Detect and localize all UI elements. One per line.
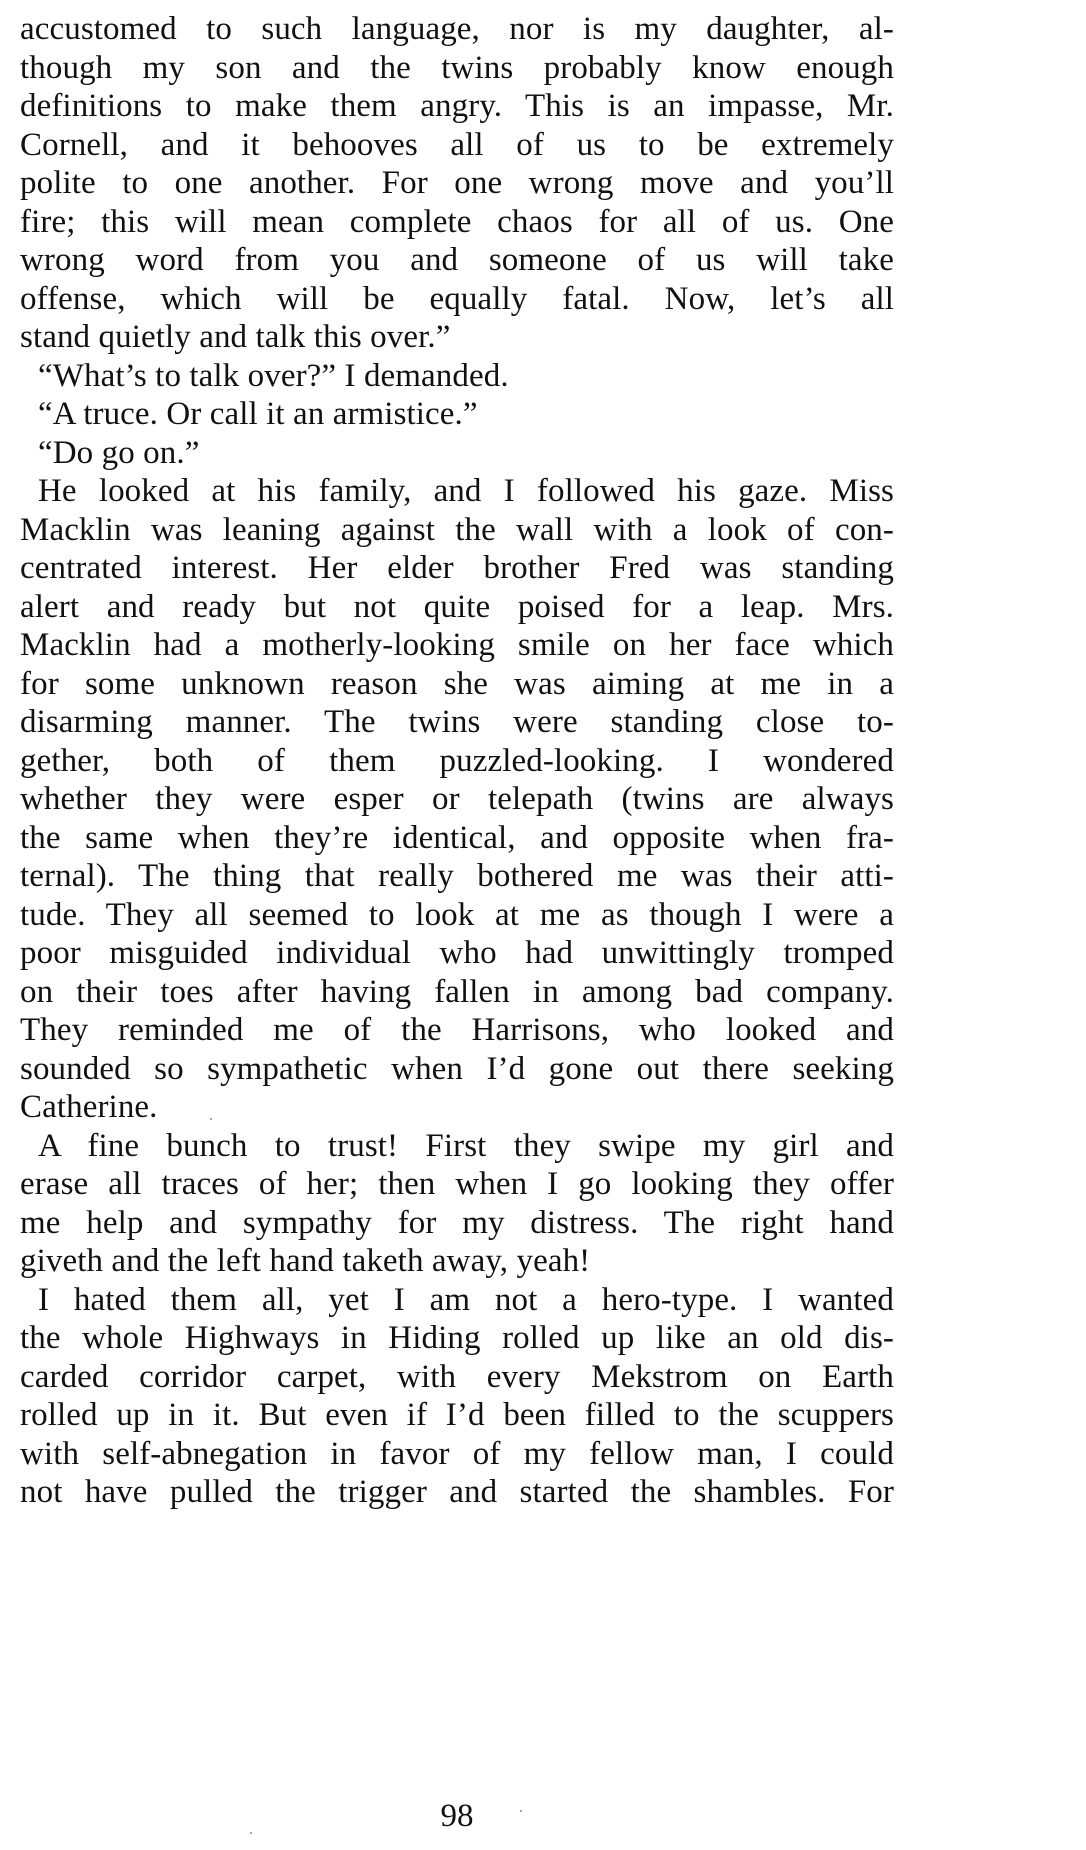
text-line: Macklin was leaning against the wall with a look of con- (20, 511, 894, 548)
text-line: Catherine. (20, 1089, 158, 1125)
text-line: me help and sympathy for my distress. The right hand (20, 1204, 894, 1241)
text-line: with self-abnegation in favor of my fellow man, I could (20, 1435, 894, 1472)
text-line: A fine bunch to trust! First they swipe my girl and (38, 1127, 894, 1164)
text-line: He looked at his family, and I followed his gaze. Miss (38, 473, 894, 509)
text-line: gether, both of them puzzled-looking. I wondered (20, 742, 894, 779)
text-line: stand quietly and talk this over.” (20, 319, 451, 355)
text-line: Cornell, and it behooves all of us to be extremely (20, 126, 894, 163)
text-line: the same when they’re identical, and opposite when fra- (20, 819, 894, 856)
text-line: poor misguided individual who had unwittingly tromped (20, 935, 894, 971)
page-number: 98 (440, 1798, 474, 1834)
text-line: carded corridor carpet, with every Mekstrom on Earth (20, 1358, 894, 1395)
text-line: for some unknown reason she was aiming at me in a (20, 665, 894, 702)
text-line: fire; this will mean complete chaos for all of us. One (20, 203, 894, 240)
print-speck (210, 1118, 212, 1120)
text-line: alert and ready but not quite poised for a leap. Mrs. (20, 588, 894, 625)
text-line: polite to one another. For one wrong move and you’ll (20, 165, 894, 201)
text-line: wrong word from you and someone of us will take (20, 242, 894, 278)
text-line: “What’s to talk over?” I demanded. (38, 357, 509, 394)
text-line: They reminded me of the Harrisons, who looked and (20, 1012, 894, 1048)
text-line: offense, which will be equally fatal. Now, let’s all (20, 280, 894, 317)
book-page (20, 10, 894, 1850)
text-line: definitions to make them angry. This is an impasse, Mr. (20, 88, 894, 124)
text-line: accustomed to such language, nor is my daughter, al- (20, 11, 894, 47)
text-line: not have pulled the trigger and started the shambles. For (20, 1474, 894, 1510)
text-line: giveth and the left hand taketh away, yeah! (20, 1243, 591, 1279)
body-text (20, 10, 894, 1785)
text-line: centrated interest. Her elder brother Fred was standing (20, 550, 894, 586)
text-line: disarming manner. The twins were standing close to- (20, 704, 894, 740)
text-line: on their toes after having fallen in among bad company. (20, 973, 894, 1010)
text-line: sounded so sympathetic when I’d gone out there seeking (20, 1050, 894, 1087)
text-line: Macklin had a motherly-looking smile on her face which (20, 627, 894, 663)
text-line: whether they were esper or telepath (twins are always (20, 781, 894, 817)
text-line: ternal). The thing that really bothered me was their atti- (20, 858, 894, 894)
text-line: erase all traces of her; then when I go looking they offer (20, 1166, 894, 1202)
print-speck (250, 1832, 252, 1834)
text-line: though my son and the twins probably know enough (20, 49, 894, 86)
print-speck (520, 1810, 522, 1812)
text-line: I hated them all, yet I am not a hero-type. I wanted (38, 1281, 894, 1318)
text-line: “Do go on.” (38, 434, 200, 471)
text-line: rolled up in it. But even if I’d been filled to the scuppers (20, 1397, 894, 1433)
text-line: “A truce. Or call it an armistice.” (38, 396, 478, 432)
text-line: tude. They all seemed to look at me as though I were a (20, 896, 894, 933)
text-line: the whole Highways in Hiding rolled up like an old dis- (20, 1320, 894, 1356)
